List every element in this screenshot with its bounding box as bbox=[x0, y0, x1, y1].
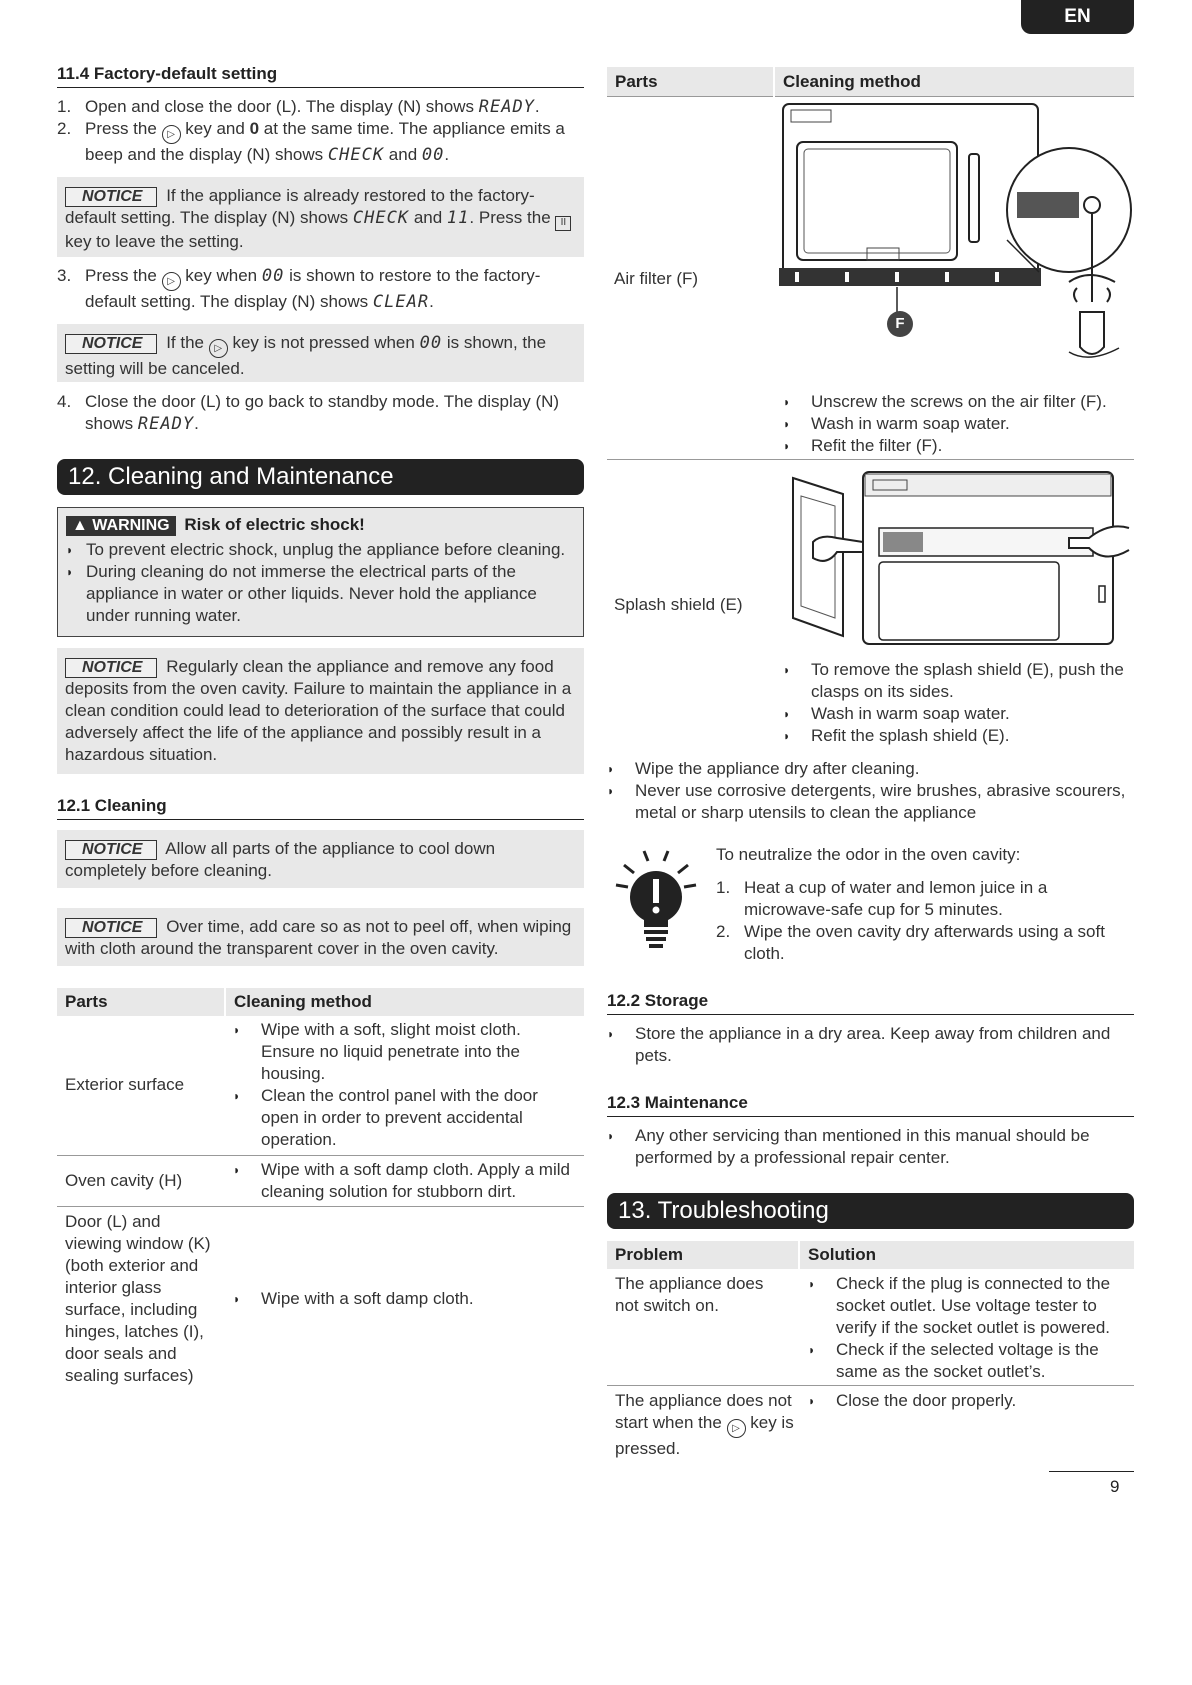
solution-cell bbox=[808, 1273, 1134, 1383]
start-key-icon: ▷ bbox=[162, 125, 181, 144]
cleaning-table bbox=[57, 988, 584, 1392]
warning-title: Risk of electric shock! bbox=[184, 515, 365, 534]
warning-label: ▲ WARNING bbox=[66, 516, 176, 536]
step-number: 2. bbox=[716, 922, 731, 941]
step-text: Heat a cup of water and lemon juice in a microwave-safe cup for 5 minutes. bbox=[744, 878, 1048, 919]
table-header-method: Cleaning method bbox=[783, 72, 921, 91]
part-cell: Door (L) and viewing window (K) (both exterior and interior glass surface, including hinges, latches (I), door seals and sealing surfaces) bbox=[65, 1212, 211, 1386]
part-air-filter: Air filter (F) bbox=[614, 269, 699, 288]
lcd-text: 00 bbox=[421, 145, 445, 165]
table-row bbox=[57, 1155, 584, 1206]
list-item: ◗ Any other servicing than mentioned in this manual should be performed by a professional repair center. bbox=[607, 1125, 1134, 1169]
list-item: ◗ Wipe the appliance dry after cleaning. bbox=[607, 758, 1134, 780]
step-text: is shown to restore to the factory-default setting. The display (N) shows bbox=[85, 266, 541, 311]
table-row bbox=[57, 1206, 584, 1392]
notice-label: NOTICE bbox=[65, 840, 157, 860]
warning-item: ◗ To prevent electric shock, unplug the appliance before cleaning. bbox=[66, 539, 575, 561]
notice-text: key to leave the setting. bbox=[65, 232, 244, 251]
section-12-1-heading: 12.1 Cleaning bbox=[57, 795, 584, 820]
method-item: ◗ Wipe with a soft damp cloth. Apply a mild cleaning solution for stubborn dirt. bbox=[233, 1159, 576, 1203]
problem-text: key is pressed. bbox=[615, 1413, 794, 1458]
problem-cell bbox=[615, 1390, 795, 1460]
page-number: 9 bbox=[1110, 1477, 1120, 1496]
method-cell bbox=[225, 1016, 584, 1155]
method-item: ◗ Wash in warm soap water. bbox=[783, 413, 1134, 435]
solution-item: ◗ Check if the plug is connected to the socket outlet. Use voltage tester to verify if the socket outlet is powered. bbox=[808, 1273, 1134, 1339]
notice-box bbox=[57, 648, 584, 774]
solution-cell bbox=[808, 1390, 1134, 1412]
notice-text: . Press the bbox=[469, 208, 551, 227]
step-text: key when bbox=[185, 266, 258, 285]
table-header-problem: Problem bbox=[615, 1245, 684, 1264]
step-2: 2. Press the ▷ key and 0 at the same time. The appliance emits a beep and the display (N) shows CHECK and 00. bbox=[57, 119, 565, 165]
lcd-text: 00 bbox=[419, 333, 443, 353]
row-divider bbox=[607, 459, 1134, 460]
step-number: 1. bbox=[57, 97, 72, 116]
warning-box bbox=[57, 507, 584, 637]
notice-label: NOTICE bbox=[65, 658, 157, 678]
troubleshooting-header bbox=[607, 1241, 1134, 1269]
tip-step bbox=[716, 921, 1134, 965]
list-item: ◗ Never use corrosive detergents, wire brushes, abrasive scourers, metal or sharp utensils to clean the appliance bbox=[607, 780, 1134, 824]
step-text: and bbox=[388, 145, 418, 164]
section-12-heading: 12. Cleaning and Maintenance bbox=[57, 459, 584, 495]
header-divider bbox=[773, 67, 775, 97]
section-12-3-heading: 12.3 Maintenance bbox=[607, 1092, 1134, 1117]
notice-label: NOTICE bbox=[65, 918, 157, 938]
start-key-icon: ▷ bbox=[209, 339, 228, 358]
start-key-icon: ▷ bbox=[727, 1419, 746, 1438]
method-cell bbox=[225, 1206, 584, 1392]
step-text: Open and close the door (L). The display (N) shows bbox=[85, 97, 474, 116]
callout-f: F bbox=[887, 311, 913, 337]
storage-list bbox=[607, 1023, 1134, 1067]
lcd-text: CLEAR bbox=[372, 292, 430, 312]
step-3: 3. Press the ▷ key when 00 is shown to restore to the factory-default setting. The display (N) shows CLEAR. bbox=[57, 266, 541, 312]
air-filter-methods bbox=[783, 391, 1134, 457]
table-header-parts: Parts bbox=[615, 72, 658, 91]
problem-text: The appliance does not start when the bbox=[615, 1391, 792, 1432]
step-text: Close the door (L) to go back to standby mode. The display (N) shows bbox=[85, 392, 560, 433]
notice-label: NOTICE bbox=[65, 334, 157, 354]
notice-text: If the bbox=[166, 333, 204, 352]
tip-intro: To neutralize the odor in the oven cavity: bbox=[716, 845, 1021, 864]
method-cell bbox=[225, 1155, 584, 1206]
step-text: Wipe the oven cavity dry afterwards using a soft cloth. bbox=[744, 922, 1105, 963]
step-number: 1. bbox=[716, 878, 731, 897]
step-number: 4. bbox=[57, 392, 72, 411]
lcd-text: READY bbox=[478, 97, 535, 117]
key-zero: 0 bbox=[249, 119, 260, 138]
lcd-text: CHECK bbox=[327, 145, 385, 165]
method-item: ◗ Clean the control panel with the door open in order to prevent accidental operation. bbox=[233, 1085, 576, 1151]
notice-box bbox=[57, 177, 584, 257]
after-cleaning-list bbox=[607, 758, 1134, 824]
step-number: 2. bbox=[57, 119, 72, 138]
method-item: ◗ Wipe with a soft, slight moist cloth. Ensure no liquid penetrate into the housing. bbox=[233, 1019, 576, 1085]
step-text: Press the bbox=[85, 266, 157, 285]
lightbulb-tip-icon bbox=[614, 845, 698, 951]
method-item: ◗ Unscrew the screws on the air filter (F). bbox=[783, 391, 1134, 413]
notice-box bbox=[57, 830, 584, 888]
method-item: ◗ Refit the splash shield (E). bbox=[783, 725, 1134, 747]
row-divider bbox=[607, 1385, 1134, 1386]
splash-shield-illustration bbox=[783, 468, 1133, 648]
notice-text: is shown, the setting will be canceled. bbox=[65, 333, 547, 378]
notice-text: Over time, add care so as not to peel off, when wiping with cloth around the transparent cover in the oven cavity. bbox=[65, 917, 572, 958]
header-divider bbox=[798, 1241, 800, 1269]
notice-text: and bbox=[413, 208, 443, 227]
table-header-parts: Parts bbox=[57, 988, 225, 1016]
lcd-text: CHECK bbox=[352, 208, 410, 228]
notice-box bbox=[57, 908, 584, 966]
step-1: 1. Open and close the door (L). The display (N) shows READY. bbox=[57, 97, 540, 117]
step-text: at the same time. The appliance emits a beep and the display (N) shows bbox=[85, 119, 565, 164]
section-13-heading: 13. Troubleshooting bbox=[607, 1193, 1134, 1229]
footer-line bbox=[1049, 1471, 1134, 1472]
section-12-2-heading: 12.2 Storage bbox=[607, 990, 1134, 1015]
warning-triangle-icon: ▲ bbox=[72, 517, 88, 534]
solution-item: ◗ Check if the selected voltage is the same as the socket outlet’s. bbox=[808, 1339, 1134, 1383]
lcd-text: 00 bbox=[261, 266, 285, 286]
step-text: Press the bbox=[85, 119, 157, 138]
splash-shield-methods bbox=[783, 659, 1134, 747]
notice-text: Allow all parts of the appliance to cool down completely before cleaning. bbox=[65, 839, 496, 880]
problem-cell: The appliance does not switch on. bbox=[615, 1274, 764, 1315]
language-tab: EN bbox=[1021, 0, 1134, 34]
part-splash-shield: Splash shield (E) bbox=[614, 595, 743, 614]
part-cell: Exterior surface bbox=[57, 1016, 225, 1155]
section-11-4-heading: 11.4 Factory-default setting bbox=[57, 63, 584, 88]
tip-block bbox=[716, 844, 1134, 965]
pause-key-icon: II bbox=[555, 216, 571, 231]
table-header-method: Cleaning method bbox=[225, 988, 584, 1016]
maintenance-list bbox=[607, 1125, 1134, 1169]
notice-box bbox=[57, 324, 584, 382]
method-item: ◗ To remove the splash shield (E), push the clasps on its sides. bbox=[783, 659, 1134, 703]
start-key-icon: ▷ bbox=[162, 272, 181, 291]
solution-item: ◗ Close the door properly. bbox=[808, 1390, 1134, 1412]
step-text: key and bbox=[185, 119, 245, 138]
table-header-solution: Solution bbox=[808, 1245, 876, 1264]
table-row bbox=[57, 1016, 584, 1155]
parts-table-header bbox=[607, 67, 1134, 97]
step-number: 3. bbox=[57, 266, 72, 285]
notice-text: Regularly clean the appliance and remove any food deposits from the oven cavity. Failure to maintain the appliance in a clean condition could lead to deterioration of the surface that could adversely affect the life of the appliance and possibly result in a hazardous situation. bbox=[65, 657, 572, 764]
warning-item: ◗ During cleaning do not immerse the electrical parts of the appliance in water or other liquids. Never hold the appliance under running water. bbox=[66, 561, 575, 627]
method-item: ◗ Wipe with a soft damp cloth. bbox=[233, 1288, 576, 1310]
lcd-text: 11 bbox=[446, 208, 470, 228]
notice-text: If the appliance is already restored to the factory-default setting. The display (N) shows bbox=[65, 186, 535, 227]
part-cell: Oven cavity (H) bbox=[57, 1155, 225, 1206]
method-item: ◗ Refit the filter (F). bbox=[783, 435, 1134, 457]
step-4: 4. Close the door (L) to go back to standby mode. The display (N) shows READY. bbox=[57, 392, 560, 434]
lcd-text: READY bbox=[137, 414, 195, 434]
list-item: ◗ Store the appliance in a dry area. Keep away from children and pets. bbox=[607, 1023, 1134, 1067]
tip-step bbox=[716, 877, 1134, 921]
method-item: ◗ Wash in warm soap water. bbox=[783, 703, 1134, 725]
air-filter-illustration bbox=[777, 102, 1134, 380]
notice-text: key is not pressed when bbox=[232, 333, 415, 352]
notice-label: NOTICE bbox=[65, 187, 157, 207]
